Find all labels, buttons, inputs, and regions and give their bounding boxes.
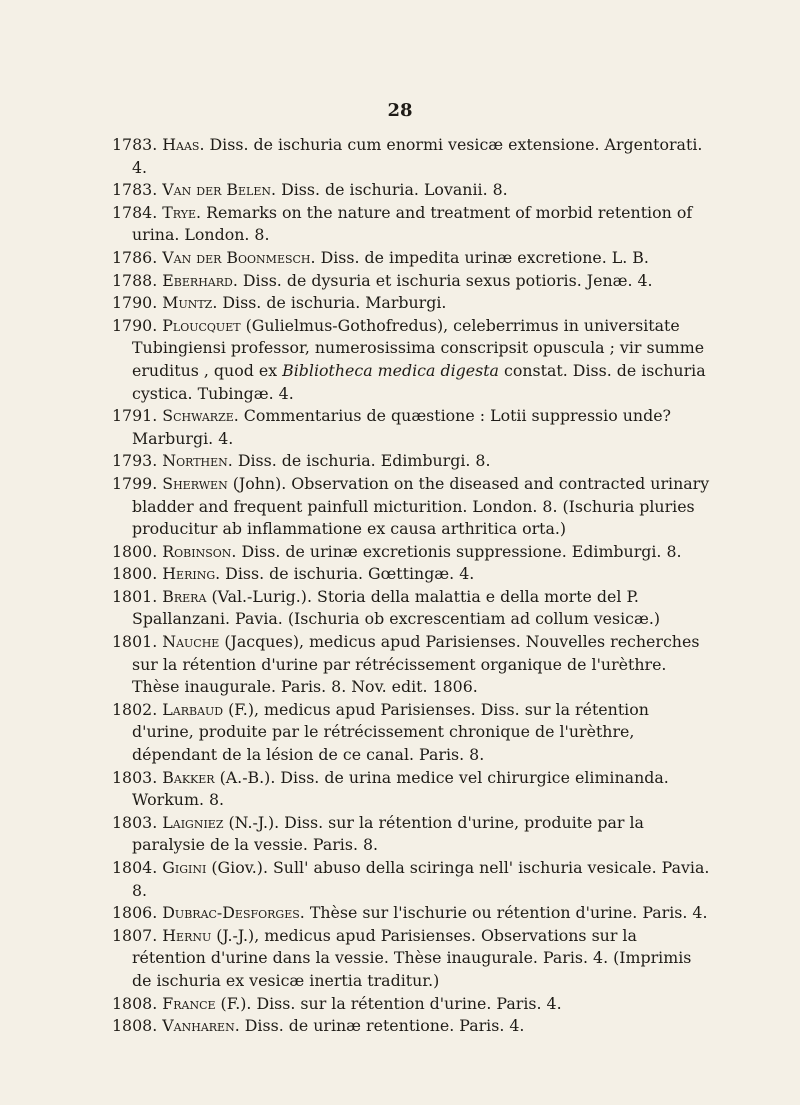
entry-text: (Jacques), medicus apud Parisienses. Nouvelles recherches sur la rétention d'urine par rétrécissement organique de l'urèthre. Thèse inaugurale. Paris. 8. Nov. edit. 1806.: [132, 632, 700, 697]
entry-author: Hering.: [162, 564, 221, 584]
entry-author: Muntz.: [162, 293, 218, 313]
entry-year: 1800.: [112, 541, 158, 561]
entry-year: 1786.: [112, 247, 158, 267]
entry-text: Diss. de dysuria et ischuria sexus potioris. Jenæ. 4.: [237, 270, 653, 290]
bibliography-entry: [112, 631, 712, 699]
bibliography-entry: [112, 767, 712, 812]
entry-year: 1784.: [112, 202, 158, 222]
entry-year: 1808.: [112, 1016, 158, 1036]
entry-text: (F.). Diss. sur la rétention d'urine. Paris. 4.: [215, 993, 562, 1013]
entry-text: Diss. de ischuria cum enormi vesicæ extensione. Argentorati. 4.: [132, 135, 703, 177]
entry-text: Diss. de urinæ retentione. Paris. 4.: [239, 1016, 525, 1036]
entry-text: (John). Observation on the diseased and contracted urinary bladder and frequent painfull micturition. London. 8. (Ischuria pluries producitur ab inflammatione ex causa arthritica orta.): [132, 473, 710, 539]
bibliography-entry: [112, 563, 712, 586]
bibliography-list: [112, 134, 712, 1038]
entry-author: Schwarze.: [162, 406, 239, 426]
entry-year: 1790.: [112, 293, 158, 313]
entry-text: (A.-B.). Diss. de urina medice vel chirurgice eliminanda. Workum. 8.: [132, 767, 669, 810]
entry-author: Eberhard.: [162, 270, 238, 290]
bibliography-entry: [112, 586, 712, 631]
entry-author: Van der Boonmesch.: [162, 247, 316, 267]
entry-text: (N.-J.). Diss. sur la rétention d'urine, produite par la paralysie de la vessie. Paris. 8.: [132, 812, 644, 855]
entry-year: 1783.: [112, 180, 158, 200]
entry-author: Robinson.: [162, 541, 237, 561]
entry-year: 1803.: [112, 812, 158, 832]
entry-text: Diss. de urinæ excretionis suppressione. Edimburgi. 8.: [236, 541, 682, 561]
entry-author: Haas.: [162, 135, 205, 154]
bibliography-entry: [112, 270, 712, 293]
page-number: 28: [387, 100, 413, 121]
entry-author: Van der Belen.: [162, 180, 277, 200]
entry-author: Ploucquet: [162, 315, 241, 335]
bibliography-entry: [112, 925, 712, 993]
entry-text: (F.), medicus apud Parisienses. Diss. sur la rétention d'urine, produite par le rétrécissement chronique de l'urèthre, dépendant de la lésion de ce canal. Paris. 8.: [132, 699, 649, 765]
entry-author: Sherwen: [162, 473, 228, 493]
bibliography-entry: [112, 450, 712, 473]
entry-text: Diss. de ischuria. Edimburgi. 8.: [232, 451, 491, 471]
entry-author: Bakker: [162, 767, 215, 787]
entry-author: Dubrac-Desforges.: [162, 903, 305, 923]
entry-year: 1801.: [112, 586, 158, 606]
bibliography-entry: [112, 857, 712, 902]
entry-italic-title: Bibliotheca medica digesta: [282, 360, 499, 380]
entry-text: (Val.-Lurig.). Storia della malattia e della morte del P. Spallanzani. Pavia. (Ischuria ob excrescentiam ad collum vesicæ.): [132, 586, 661, 629]
entry-author: Gigini: [162, 858, 207, 877]
entry-text: (Giov.). Sull' abuso della sciringa nell' ischuria vesicale. Pavia. 8.: [132, 858, 710, 900]
entry-author: Northen.: [162, 451, 233, 471]
bibliography-entry: [112, 541, 712, 564]
entry-year: 1799.: [112, 473, 158, 493]
entry-year: 1800.: [112, 564, 158, 584]
entry-year: 1791.: [112, 406, 158, 426]
bibliography-entry: [112, 134, 712, 179]
bibliography-entry: [112, 699, 712, 767]
entry-text: Diss. de impedita urinæ excretione. L. B.: [315, 247, 649, 267]
bibliography-entry: [112, 993, 712, 1016]
entry-year: 1802.: [112, 699, 158, 719]
entry-text: (J.-J.), medicus apud Parisienses. Observations sur la rétention d'urine dans la vessie. Thèse inaugurale. Paris. 4. (Imprimis de ischuria ex vesicæ inertia traditur.): [132, 925, 692, 990]
entry-author: Hernu: [162, 925, 212, 945]
bibliography-entry: [112, 1015, 712, 1038]
entry-author: Brera: [162, 586, 207, 606]
entry-text: Diss. de ischuria. Marburgi.: [217, 293, 447, 313]
entry-author: Trye.: [162, 202, 202, 222]
bibliography-entry: [112, 902, 712, 925]
entry-year: 1806.: [112, 903, 158, 923]
bibliography-entry: [112, 405, 712, 450]
entry-year: 1788.: [112, 270, 158, 290]
entry-year: 1803.: [112, 767, 158, 787]
bibliography-entry: [112, 812, 712, 857]
entry-text: constat. Diss. de ischuria cystica. Tubingæ. 4.: [132, 360, 706, 403]
entry-text: Commentarius de quæstione : Lotii suppressio unde? Marburgi. 4.: [132, 406, 672, 448]
entry-year: 1801.: [112, 632, 158, 652]
entry-author: Larbaud: [162, 699, 224, 719]
entry-author: Nauche: [162, 632, 220, 652]
entry-year: 1807.: [112, 925, 158, 945]
entry-year: 1790.: [112, 315, 158, 335]
entry-text: Diss. de ischuria. Lovanii. 8.: [276, 180, 508, 200]
bibliography-entry: [112, 179, 712, 202]
entry-year: 1808.: [112, 993, 158, 1013]
bibliography-entry: [112, 473, 712, 541]
entry-text: Thèse sur l'ischurie ou rétention d'urine. Paris. 4.: [304, 903, 708, 923]
entry-text: (Gulielmus-Gothofredus), celeberrimus in universitate Tubingiensi professor, numerosissima conscripsit opuscula ; vir summe eruditus , quod ex: [132, 315, 705, 380]
entry-author: Laigniez: [162, 812, 224, 832]
entry-year: 1793.: [112, 451, 158, 471]
entry-author: Vanharen.: [162, 1016, 240, 1036]
entry-author: France: [162, 993, 216, 1013]
entry-year: 1783.: [112, 135, 158, 154]
bibliography-entry: [112, 202, 712, 247]
bibliography-entry: [112, 315, 712, 405]
bibliography-entry: [112, 247, 712, 270]
entry-year: 1804.: [112, 858, 158, 877]
bibliography-entry: [112, 292, 712, 315]
entry-text: Remarks on the nature and treatment of morbid retention of urina. London. 8.: [132, 202, 693, 245]
entry-text: Diss. de ischuria. Gœttingæ. 4.: [220, 564, 475, 584]
